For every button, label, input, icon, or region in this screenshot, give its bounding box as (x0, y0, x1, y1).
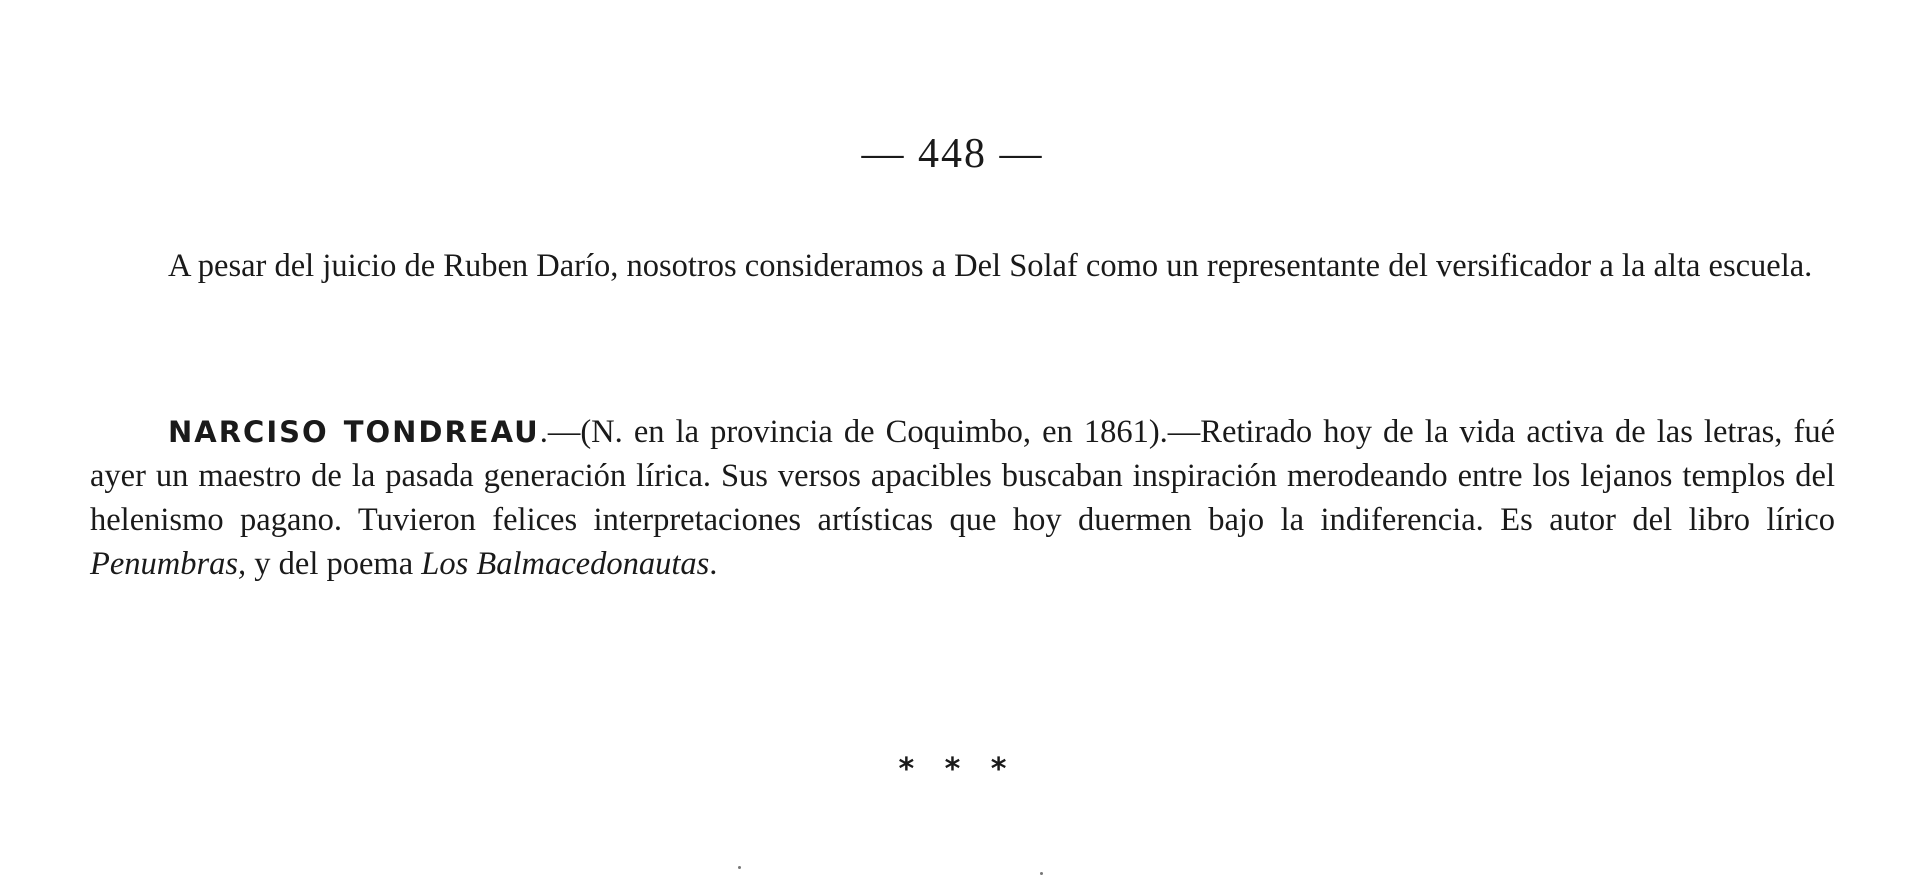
scan-speck (1040, 872, 1043, 875)
paragraph-darío-judgment (90, 244, 1835, 288)
page-number: — 448 — (861, 131, 1044, 177)
author-name-heading: NARCISO TONDREAU (168, 415, 540, 449)
paragraph-1-text: A pesar del juicio de Ruben Darío, nosotros consideramos a Del Solaf como un representante del versificador a la alta escuela. (168, 248, 1813, 284)
section-separator-asterisks: * * * (898, 752, 1007, 787)
scan-speck (738, 866, 741, 869)
book-title-penumbras: Penumbras, (90, 546, 247, 582)
paragraph-2-text-a: .—(N. en la provincia de Coquimbo, en 1861).—Retirado hoy de la vida activa de las letras, fué ayer un maestro de la pasada generación lírica. Sus versos apacibles buscaban inspiración merodeando entre los lejanos templos del helenismo pagano. Tuvieron felices interpretaciones artísticas que hoy duermen bajo la indiferencia. Es autor del libro lírico (90, 414, 1835, 538)
paragraph-2-text-c: . (709, 546, 718, 582)
paragraph-narciso-tondreau (90, 410, 1835, 586)
poem-title-balmacedonautas: Los Balmacedonautas (421, 546, 710, 582)
paragraph-2-text-b: y del poema (246, 546, 422, 582)
